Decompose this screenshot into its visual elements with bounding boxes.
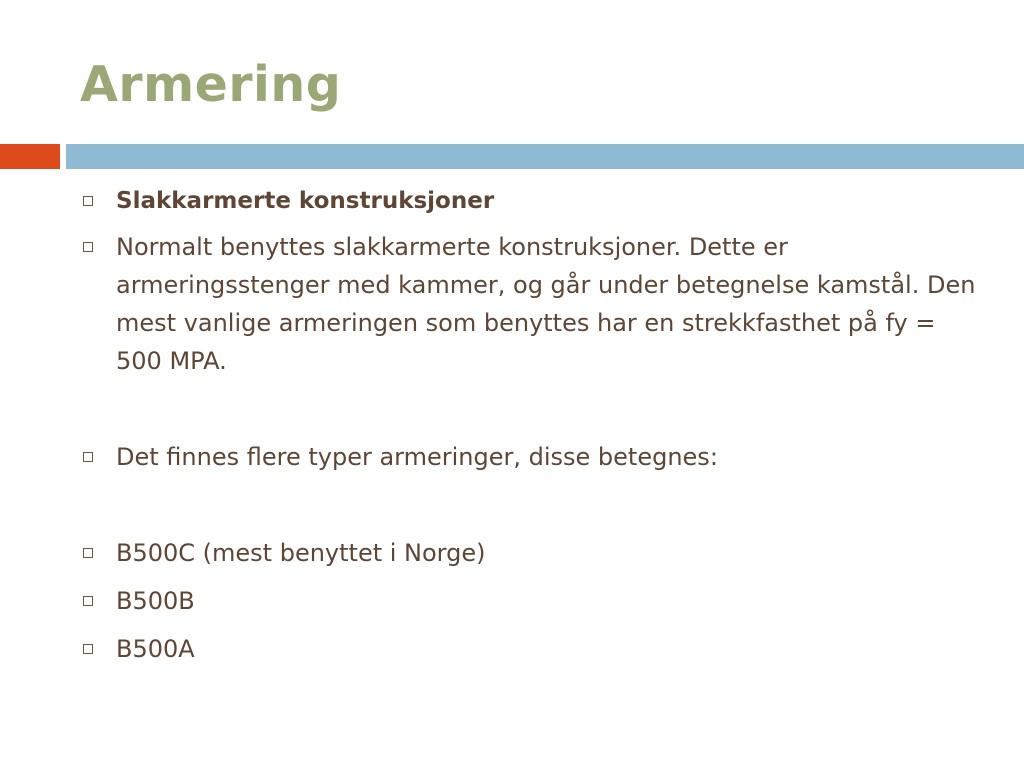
slide-title: Armering [80, 56, 342, 113]
square-bullet-icon [83, 644, 93, 654]
bullet-text: B500B [116, 587, 195, 615]
bullet-item [80, 438, 980, 476]
bullet-item [80, 182, 980, 220]
square-bullet-icon [83, 548, 93, 558]
square-bullet-icon [83, 242, 93, 252]
square-bullet-icon [83, 596, 93, 606]
bullet-item [80, 582, 980, 620]
bullet-list [80, 182, 980, 678]
accent-bar-right [66, 144, 1024, 169]
square-bullet-icon [83, 452, 93, 462]
bullet-item [80, 534, 980, 572]
bullet-text: B500C (mest benyttet i Norge) [116, 539, 486, 567]
bullet-item [80, 630, 980, 668]
bullet-text: Slakkarmerte konstruksjoner [116, 188, 495, 214]
square-bullet-icon [83, 196, 93, 206]
bullet-text: Normalt benyttes slakkarmerte konstruksjoner. Dette er armeringsstenger med kammer, og går under betegnelse kamstål. Den mest vanlige armeringen som benyttes har en strekkfasthet på fy = 500 MPA. [116, 233, 976, 375]
bullet-item [80, 228, 980, 380]
accent-bar-left [0, 144, 60, 169]
bullet-text: B500A [116, 635, 195, 663]
bullet-text: Det finnes flere typer armeringer, disse betegnes: [116, 443, 718, 471]
